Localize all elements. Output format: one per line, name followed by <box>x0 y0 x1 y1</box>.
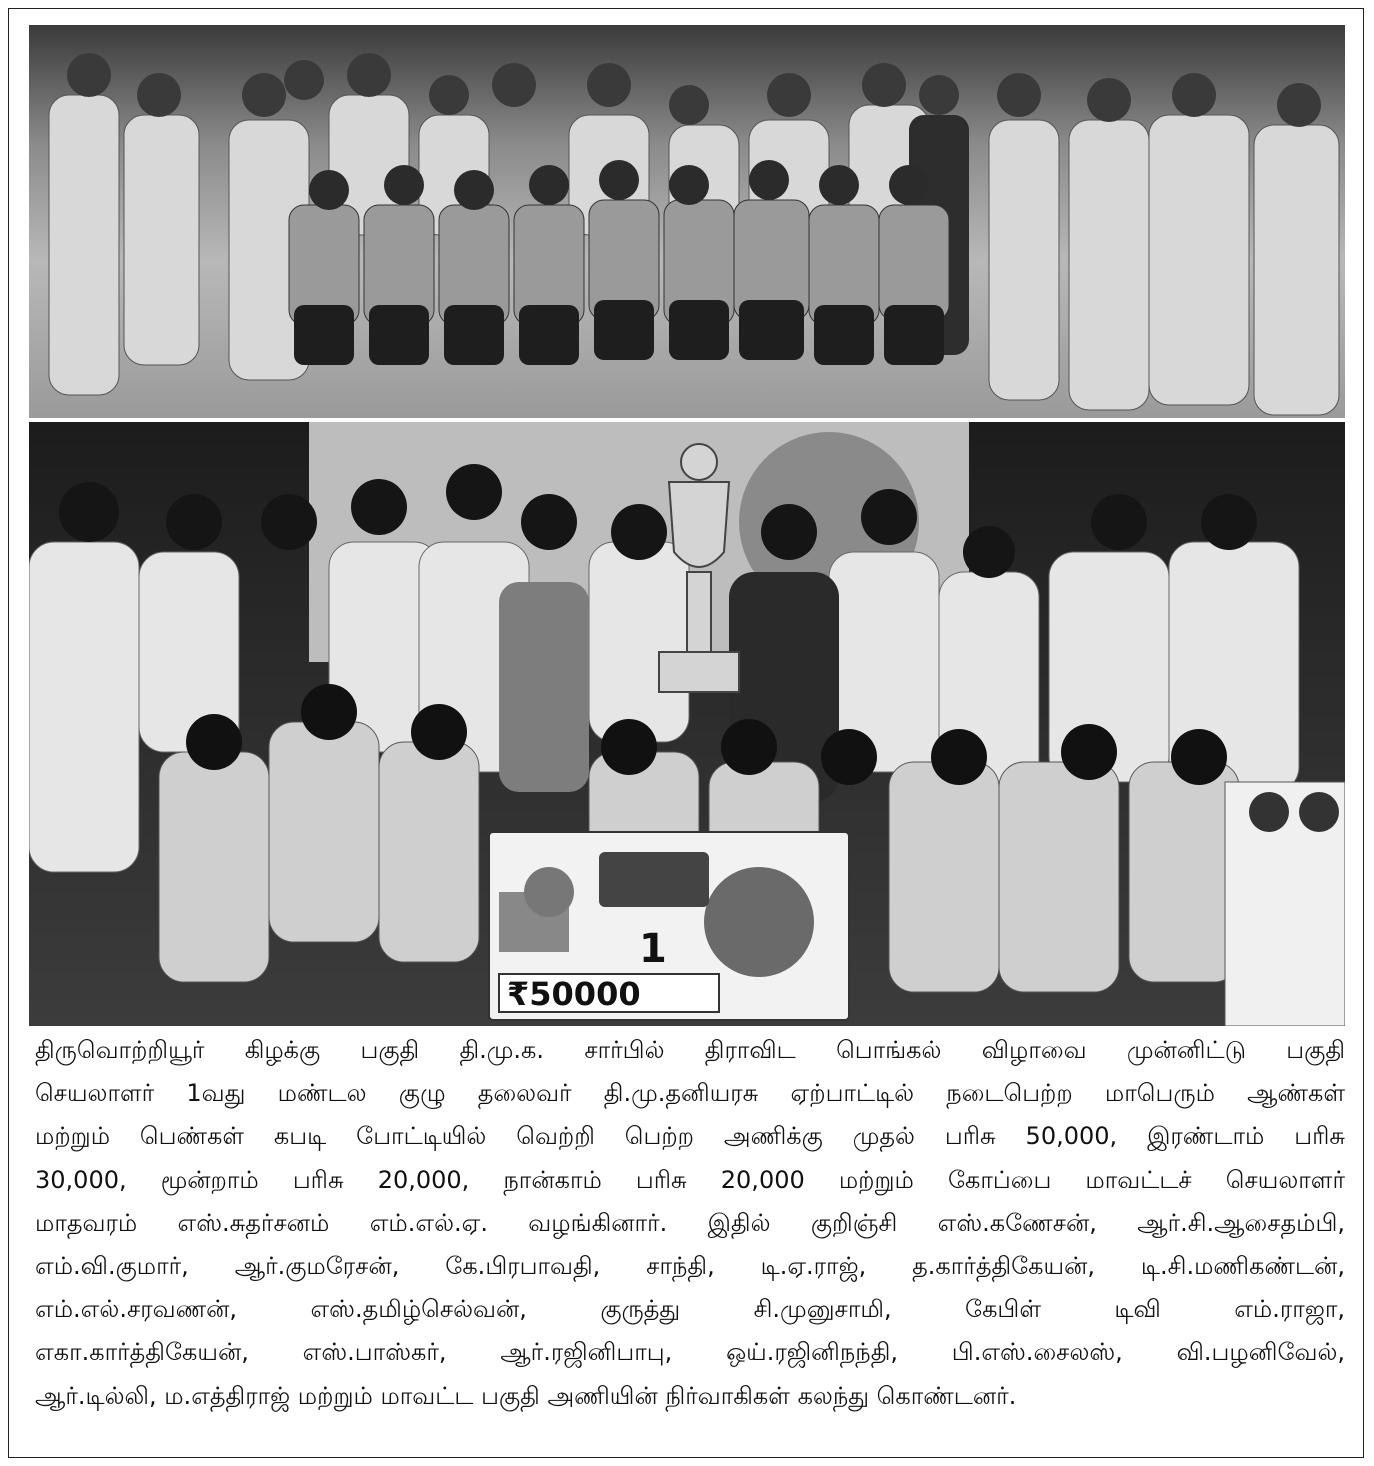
side-poster <box>1225 782 1345 1026</box>
caption-line-1: திருவொற்றியூர் கிழக்கு பகுதி தி.மு.க. சார்பில் திராவிட பொங்கல் விழாவை முன்னிட்டு பகுதி <box>35 1036 1346 1064</box>
banner-amount: ₹50000 <box>507 975 641 1013</box>
caption-line-8: எகா.கார்த்திகேயன், எஸ்.பாஸ்கர், ஆர்.ரஜினிபாபு, ஒய்.ரஜினிநந்தி, பி.எஸ்.சைலஸ், வி.பழனிவேல், <box>35 1338 1345 1367</box>
prize-banner <box>489 832 849 1020</box>
caption-line-3: மற்றும் பெண்கள் கபடி போட்டியில் வெற்றி பெற்ற அணிக்கு முதல் பரிசு 50,000, இரண்டாம் பரிசு <box>35 1122 1345 1151</box>
womens-team-photo <box>29 25 1345 418</box>
caption-line-6: எம்.வி.குமார், ஆர்.குமரேசன், கே.பிரபாவதி, சாந்தி, டி.ஏ.ராஜ், த.கார்த்திகேயன், டி.சி.மணிகண்டன், <box>35 1252 1345 1281</box>
caption-line-4: 30,000, மூன்றாம் பரிசு 20,000, நான்காம் பரிசு 20,000 மற்றும் கோப்பை மாவட்டச் செயலாளர் <box>35 1165 1345 1194</box>
caption-line-2: செயலாளர் 1வது மண்டல குழு தலைவர் தி.மு.தனியரசு ஏற்பாட்டில் நடைபெற்ற மாபெரும் ஆண்கள் <box>35 1079 1345 1108</box>
trophy-photo-icon <box>29 422 1345 1026</box>
caption-line-9: ஆர்.டில்லி, ம.எத்திராஜ் மற்றும் மாவட்ட பகுதி அணியின் நிர்வாகிகள் கலந்து கொண்டனர். <box>35 1381 1017 1410</box>
banner-number: 1 <box>639 926 667 972</box>
team-photo-icon <box>29 25 1345 418</box>
caption-line-7: எம்.எல்.சரவணன், எஸ்.தமிழ்செல்வன், குருத்து சி.முனுசாமி, கேபிள் டிவி எம்.ராஜா, <box>35 1295 1345 1324</box>
mens-team-trophy-photo <box>29 422 1345 1026</box>
news-caption <box>35 1029 1345 1444</box>
caption-line-5: மாதவரம் எஸ்.சுதர்சனம் எம்.எல்.ஏ. வழங்கினார். இதில் குறிஞ்சி எஸ்.கணேசன், ஆர்.சி.ஆசைதம்பி, <box>35 1208 1345 1237</box>
news-clipping <box>8 8 1364 1458</box>
